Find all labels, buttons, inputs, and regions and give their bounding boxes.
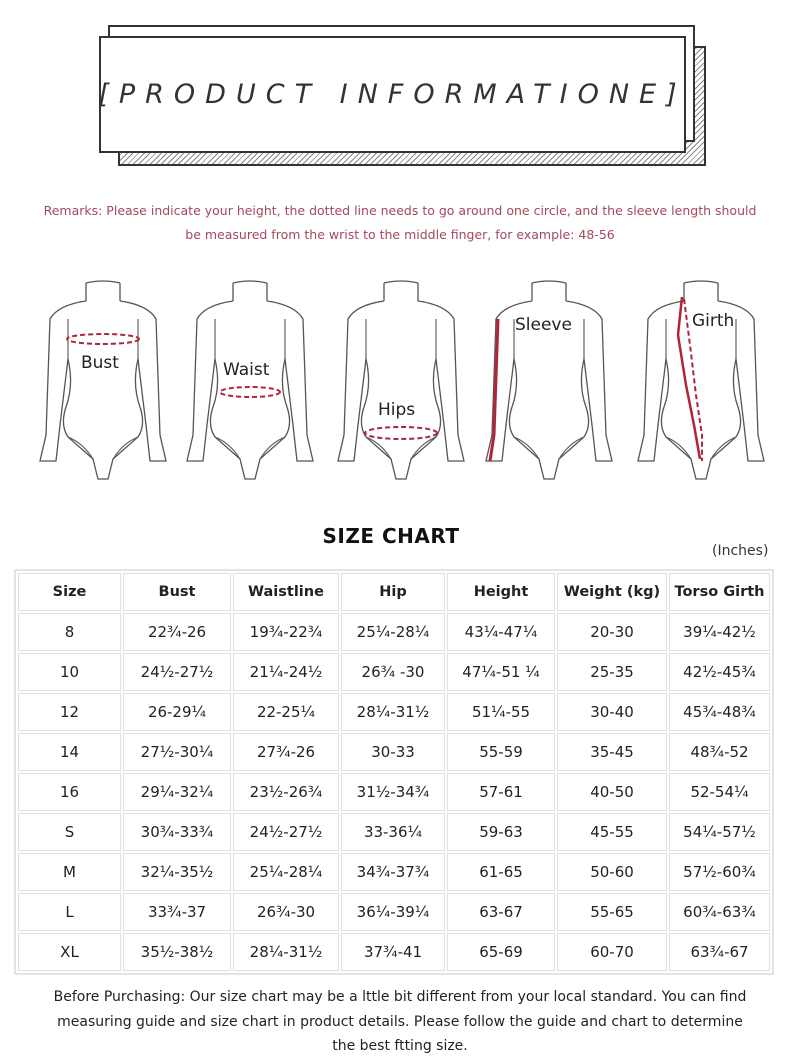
cell-waistline: 26¾-30: [233, 893, 339, 931]
cell-size: L: [18, 893, 121, 931]
cell-bust: 29¼-32¼: [123, 773, 231, 811]
cell-hip: 36¼-39¼: [341, 893, 445, 931]
cell-hip: 28¼-31½: [341, 693, 445, 731]
cell-torso-girth: 52-54¼: [669, 773, 770, 811]
cell-size: S: [18, 813, 121, 851]
figure-girth: [636, 275, 766, 490]
table-row: [18, 733, 770, 771]
figure-waist: [185, 275, 315, 490]
footer-line-2: measuring guide and size chart in product details. Please follow the guide and chart to determine: [57, 1013, 743, 1030]
cell-height: 55-59: [447, 733, 555, 771]
cell-waistline: 21¼-24½: [233, 653, 339, 691]
cell-bust: 33¾-37: [123, 893, 231, 931]
cell-size: XL: [18, 933, 121, 971]
cell-weight: 55-65: [557, 893, 667, 931]
size-chart-title: SIZE CHART: [322, 524, 460, 548]
cell-waistline: 22-25¼: [233, 693, 339, 731]
cell-weight: 45-55: [557, 813, 667, 851]
header-hip: Hip: [341, 573, 445, 611]
header-size: Size: [18, 573, 121, 611]
cell-torso-girth: 60¾-63¾: [669, 893, 770, 931]
cell-waistline: 19¾-22¾: [233, 613, 339, 651]
remarks-line-2: be measured from the wrist to the middle finger, for example: 48-56: [185, 227, 615, 242]
girth-figure-illustration: [636, 275, 766, 490]
cell-waistline: 27¾-26: [233, 733, 339, 771]
cell-bust: 35½-38½: [123, 933, 231, 971]
cell-hip: 33-36¼: [341, 813, 445, 851]
header-torso-girth: Torso Girth: [669, 573, 770, 611]
table-row: [18, 653, 770, 691]
girth-label: Girth: [692, 311, 735, 331]
cell-weight: 25-35: [557, 653, 667, 691]
header-waistline: Waistline: [233, 573, 339, 611]
cell-bust: 30¾-33¾: [123, 813, 231, 851]
cell-weight: 35-45: [557, 733, 667, 771]
table-row: [18, 693, 770, 731]
table-row: [18, 893, 770, 931]
table-header-row: [18, 573, 770, 611]
cell-weight: 50-60: [557, 853, 667, 891]
cell-waistline: 25¼-28¼: [233, 853, 339, 891]
figure-hips: [336, 275, 466, 490]
cell-torso-girth: 45¾-48¾: [669, 693, 770, 731]
hips-label: Hips: [378, 400, 416, 420]
header-bust: Bust: [123, 573, 231, 611]
cell-height: 51¼-55: [447, 693, 555, 731]
footer-line-3: the best ftting size.: [332, 1038, 468, 1054]
hips-figure-illustration: [336, 275, 466, 490]
cell-bust: 27½-30¼: [123, 733, 231, 771]
header-height: Height: [447, 573, 555, 611]
cell-weight: 30-40: [557, 693, 667, 731]
footer-note: [30, 985, 770, 1059]
cell-torso-girth: 39¼-42½: [669, 613, 770, 651]
cell-height: 57-61: [447, 773, 555, 811]
remarks-text: [40, 199, 760, 247]
waist-figure-illustration: [185, 275, 315, 490]
cell-height: 61-65: [447, 853, 555, 891]
table-row: [18, 613, 770, 651]
cell-size: 8: [18, 613, 121, 651]
cell-height: 43¼-47¼: [447, 613, 555, 651]
cell-size: M: [18, 853, 121, 891]
table-row: [18, 813, 770, 851]
cell-height: 63-67: [447, 893, 555, 931]
cell-bust: 32¼-35½: [123, 853, 231, 891]
cell-hip: 26¾ -30: [341, 653, 445, 691]
cell-waistline: 24½-27½: [233, 813, 339, 851]
waist-label: Waist: [223, 360, 270, 380]
cell-weight: 20-30: [557, 613, 667, 651]
cell-height: 47¼-51 ¼: [447, 653, 555, 691]
cell-bust: 26-29¼: [123, 693, 231, 731]
cell-torso-girth: 57½-60¾: [669, 853, 770, 891]
header-weight: Weight (kg): [557, 573, 667, 611]
cell-hip: 25¼-28¼: [341, 613, 445, 651]
figure-bust: [38, 275, 168, 490]
cell-weight: 40-50: [557, 773, 667, 811]
cell-weight: 60-70: [557, 933, 667, 971]
footer-line-1: Before Purchasing: Our size chart may be a lttle bit different from your local standard. You can find: [53, 989, 747, 1005]
sleeve-label: Sleeve: [515, 315, 572, 335]
cell-height: 65-69: [447, 933, 555, 971]
table-row: [18, 773, 770, 811]
cell-bust: 24½-27½: [123, 653, 231, 691]
table-row: [18, 933, 770, 971]
bust-label: Bust: [81, 353, 119, 373]
cell-waistline: 28¼-31½: [233, 933, 339, 971]
cell-size: 16: [18, 773, 121, 811]
cell-size: 10: [18, 653, 121, 691]
cell-torso-girth: 42½-45¾: [669, 653, 770, 691]
cell-bust: 22¾-26: [123, 613, 231, 651]
units-label: (Inches): [712, 543, 769, 559]
cell-hip: 31½-34¾: [341, 773, 445, 811]
page-title: [PRODUCT INFORMATIONE]: [98, 79, 687, 110]
cell-waistline: 23½-26¾: [233, 773, 339, 811]
cell-hip: 34¾-37¾: [341, 853, 445, 891]
bust-figure-illustration: [38, 275, 168, 490]
cell-torso-girth: 63¾-67: [669, 933, 770, 971]
cell-hip: 30-33: [341, 733, 445, 771]
cell-height: 59-63: [447, 813, 555, 851]
cell-size: 12: [18, 693, 121, 731]
sleeve-figure-illustration: [484, 275, 614, 490]
table-row: [18, 853, 770, 891]
cell-torso-girth: 48¾-52: [669, 733, 770, 771]
size-chart-table: [14, 569, 774, 975]
cell-size: 14: [18, 733, 121, 771]
header-box: [99, 36, 686, 153]
cell-torso-girth: 54¼-57½: [669, 813, 770, 851]
cell-hip: 37¾-41: [341, 933, 445, 971]
figure-sleeve: [484, 275, 614, 490]
remarks-line-1: Remarks: Please indicate your height, the dotted line needs to go around one circle, and the sleeve length should: [43, 203, 757, 218]
